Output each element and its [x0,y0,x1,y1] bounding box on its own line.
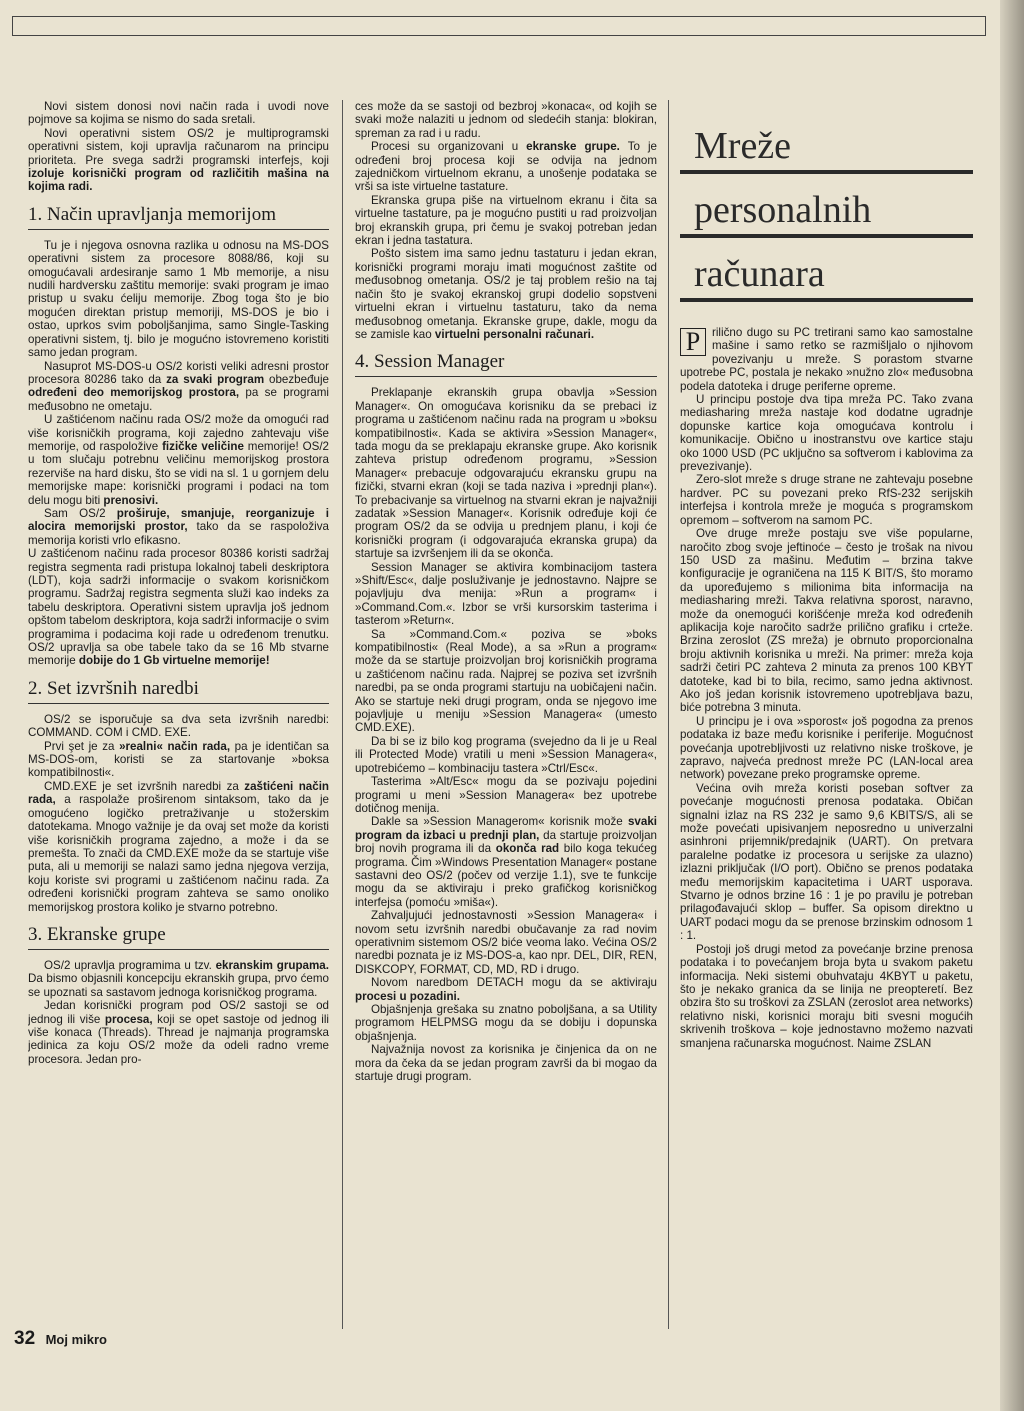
paragraph: Zero-slot mreže s druge strane ne zahtevaju posebne hardver. PC su povezani preko RfS-232 serijskih interfejsa i kontrola mreže je moguća s programskom opremom – softverom na samom PC. [680,473,973,527]
column-2 [355,100,657,1329]
paragraph: Novi sistem donosi novi način rada i uvodi nove pojmove sa kojima se nismo do sada sretali. [28,100,329,127]
page-number: 32 [14,1328,36,1349]
paragraph: Ekranska grupa piše na virtuelnom ekranu i čita sa virtuelne tastature, pa je mogućno pustiti u rad proizvoljan broj ekranskih grupa, pri čemu je svakoj potreban jedan ekran i jedna tastatura. [355,193,657,248]
paragraph: Sa »Command.Com.« poziva se »boks kompatibilnosti« (Real Mode), a sa »Run a program« može da se startuje proizvoljan broj korisničkih programa u zaštićenom načinu rada. Najprej se poziva set izvršnih naredbi, pa se onda programi startuju na uobičajeni način. Ako se startuje neki drugi program, onda se njegovo ime pojavljuje u meniju »Session Managera« (umesto CMD.EXE). [355,627,657,735]
paragraph: Dakle sa »Session Managerom« korisnik može svaki program da izbaci u prednji plan, da startuje proizvoljan broj novih programa ili da okonča rad bilo koga tekućeg programa. Čim »Windows Presentation Manager« postane sastavni deo OS/2 (počev od verzije 1.1), sve te funkcije mogu da se aktiviraju i preko grafičkog korisničkog interfejsa (pomoću »miša«). [355,815,657,909]
drop-cap: P [680,328,706,356]
paragraph: Session Manager se aktivira kombinacijom tastera »Shift/Esc«, dalje posluživanje je jednostavno. Najpre se pojavljuju dva menija: »Run a program« i »Command.Com.«. Izbor se vrši kursorskim tasterima i tasterom »Return«. [355,560,657,628]
section-heading-3: 3. Ekranske grupe [28,924,329,950]
paragraph: Ove druge mreže postaju sve više popularne, naročito zbog svoje jeftinoće – često je trošak na nivou 150 USD za mašinu. Međutim – brzina takve konfiguracije je ograničena na 115 K BIT/S, što moramo da upoređujemo s milionima bita informacija na mediasharing mreži. Takva relativna sporost, naravno, može da onemogući korišćenje mreža kod određenih aplikacija koje naročito sadrže prilično grafiku i crteže. Brzina zeroslot (ZS mreža) je obrnuto proporcionalna broju aktivnih korisnika u mreži. Na primer: mreža koja sadrži četiri PC zahteva 2 minuta za prenos 100 KBYT datoteke, kad bi to bila, recimo, samo jedna aktivnost. Ako još jedan korisnik istovremeno upotrebljava bazu, biće potrebna 3 minuta. [680,527,973,715]
paragraph: Prvi şet je za »realni« način rada, pa je identičan sa MS-DOS-om, koristi se za startovanje »boksa kompatibilnosti«. [28,739,329,780]
paragraph: U zaštićenom načinu rada procesor 80386 koristi sadržaj registra segmenta radi pristupa lokalnoj tabeli deskriptora (LDT), koja sadrži informacije o svakom korisničkom programu. Sadržaj registra segmenta služi kao indeks za tabelu deskriptora. Operativni sistem upravlja još jednom opštom tabelom deskriptora, koja sadrži informacije o svim programima i podacima koji rade u određenom trenutku. OS/2 upravlja sa obe tabele tako da se 16 Mb stvarne memorije dobije do 1 Gb virtuelne memorije! [28,547,329,668]
paragraph: Procesi su organizovani u ekranske grupe. To je određeni broj procesa koji se odvija na jednom zajedničkom virtuelnom ekranu, a unošenje podataka se vrši sa iste virtuelne tastature. [355,140,657,194]
page-edge-shadow [1000,0,1024,1411]
column-divider [668,100,669,1329]
paragraph: Objašnjenja grešaka su znatno poboljšana, a sa Utility programom HELPMSG mogu da se dobiju i dopunska objašnjenja. [355,1003,657,1043]
paragraph: OS/2 upravlja programima u tzv. ekranskim grupama. Da bismo objasnili koncepciju ekranskih grupa, prvo ćemo se upoznati sa sastavom jednoga korisničkog programa. [28,958,329,999]
paragraph: Nasuprot MS-DOS-u OS/2 koristi veliki adresni prostor procesora 80286 tako da za svaki program obezbeđuje određeni deo memorijskog prostora, pa se programi međusobno ne ometaju. [28,359,329,413]
page-footer [14,1328,107,1350]
section-heading-2: 2. Set izvršnih naredbi [28,678,329,704]
article-title [680,100,973,302]
section-heading-4: 4. Session Manager [355,351,657,377]
paragraph: Tasterima »Alt/Esc« mogu da se pozivaju pojedini programi u meni »Session Managera« bez upotrebe dotičnog menija. [355,775,657,815]
paragraph: Novi operativni sistem OS/2 je multiprogramski operativni sistem, koji upravlja računarom na principu prioriteta. Pre svega sadrži programski interfejs, koji izoluje korisnički program od različitih mašina na kojima radi. [28,126,329,194]
paragraph: Zahvaljujući jednostavnosti »Session Managera« i novom setu izvršnih naredbi obučavanje za rad novim operativnim sistemom OS/2 biće veoma lako. Većina OS/2 naredbi poznata je iz MS-DOS-a, kao npr. DEL, DIR, REN, DISKCOPY, FORMAT, CD, MD, RD i drugo. [355,909,657,976]
magazine-name: Moj mikro [45,1332,107,1347]
paragraph: Da bi se iz bilo kog programa (svejedno da li je u Real ili Protected Mode) vratili u meni »Session Managera«, upotrebićemo – kombinaciju tastera »Ctrl/Esc«. [355,734,657,775]
paragraph: Najvažnija novost za korisnika je činjenica da on ne mora da čeka da se jedan program završi da bi mogao da startuje drugi program. [355,1043,657,1084]
paragraph: OS/2 se isporučuje sa dva seta izvršnih naredbi: COMMAND. COM i CMD. EXE. [28,712,329,740]
top-frame [12,16,986,36]
paragraph: U principu je i ova »sporost« još pogodna za prenos podataka iz baze među korisnike i periferije. Mogućnost povećanja upotrebljivosti uz relativno niske troškove, je zapravo, najveća prednost mreže PC (LAN-local area network) povezane preko programske opreme. [680,714,973,782]
title-line: Mreže [680,120,973,174]
paragraph: Pošto sistem ima samo jednu tastaturu i jedan ekran, korisnički programi moraju imati mogućnost zaštite od međusobnog ometanja. OS/2 je taj problem rešio na taj način što je svakoj ekranskoj grupi dodelio sopstveni virtuelni ekran i virtuelnu tastaturu, tako da nema međusobnog ometanja. Ekranske grupe, dakle, mogu da se zamisle kao virtuelni personalni računari. [355,247,657,341]
column-1 [28,100,329,1329]
paragraph: U zaštićenom načinu rada OS/2 može da omogući rad više korisničkih programa, koji zajedno zahtevaju više memorije, od raspoložive fizičke veličine memorije! OS/2 u tom slučaju potrebnu veličinu memorijskog prostora rezerviše na hard disku, što se vidi na sl. 1 u gornjem delu memorijske mape: korisnički programi i podaci na tom delu mogu biti prenosivi. [28,413,329,507]
title-line: računara [680,248,973,302]
paragraph: Jedan korisnički program pod OS/2 sastoji se od jednog ili više procesa, koji se opet sastoje od jednog ili više konaca (Threads). Thread je najmanja programska jedinica za koju OS/2 može da odeli radno vreme procesora. Jedan pro- [28,999,329,1066]
paragraph: ces može da se sastoji od bezbroj »konaca«, od kojih se svaki može nalaziti u jednom od sledećih stanja: blokiran, spreman za rad i u radu. [355,100,657,140]
paragraph: Sam OS/2 proširuje, smanjuje, reorganizuje i alocira memorijski prostor, tako da se raspoloživa memorija koristi vrlo efikasno. [28,506,329,547]
paragraph: U principu postoje dva tipa mreža PC. Tako zvana mediasharing mreža nastaje kod dodatne ugradnje dopunske kartice koja omogućava kontrolu i komunikacije. Obično u inostranstvu ove kartice staju oko 1000 USD (PC uključno sa softverom i kablovima za prevezivanje). [680,393,973,474]
lead-paragraph: P rilično dugo su PC tretirani samo kao samostalne mašine i samo retko se razmišljalo o njihovom povezivanju u mreže. S porastom stvarne upotrebe PC, postala je nekako »nužno zlo« međusobna podela datoteka i druge periferne opreme. [680,326,973,393]
paragraph: Preklapanje ekranskih grupa obavlja »Session Manager«. On omogućava korisniku da se prebaci iz programa u zaštićenom načinu rada na program u »boksu kompatibilnosti«. Kada se aktivira »Session Manager«, tada mogu da se preklapaju ekranske grupe. Ako korisnik zahteva pristup određenom programu, »Session Manager« prebacuje odgovarajuću ekransku grupu na fizički, stvarni ekran (koji se tada naziva i »prednji plan«). To prebacivanje sa virtuelnog na stvarni ekran je najvažniji zadatak »Session Manager«. Korisnik određuje koji će program OS/2 da se odvija u prednjem planu, i koji će korisnički program (i odgovarajuća ekranska grupa) da startuje sa izvršenjem ili da se okonča. [355,386,657,561]
title-line: personalnih [680,184,973,238]
paragraph: Novom naredbom DETACH mogu da se aktiviraju procesi u pozadini. [355,976,657,1003]
column-divider [342,100,343,1329]
section-heading-1: 1. Način upravljanja memorijom [28,204,329,230]
column-3 [680,100,973,1329]
paragraph: Većina ovih mreža koristi poseban softver za povećanje mogućnosti prenosa podataka. Običan signalni izlaz na RS 232 je samo 9,6 KBITS/S, ali se može povećati upisivanjem neposredno u univerzalni asinhroni prijemnik/predajnik (UART). On pretvara paralelne podatke iz procesora u serijske za ulazno) izlazni priključak (I/O port). Obično se prenos podataka među memorijskim kapacitetima i UART usporava. Stvarno je odnos brzine 16 : 1 je po pravilu je potreban prilagođavajući sklop – buffer. Sa opisom direktno u UART podaci mogu da se prenose brzinskim odnosom 1 : 1. [680,781,973,943]
paragraph: Postoji još drugi metod za povećanje brzine prenosa podataka i to povećanjem broja byta u svakom paketu informacija. Neki sistemi obuhvataju 4KBYT u paketu, što je nekako granica da se linija ne preopteretí. Bez obzira što su troškovi za ZSLAN (zeroslot area networks) relativno niski, korisnici moraju biti svesni mogućih skrivenih troškova – koje jednostavno možemo nazvati smanjena računarska mogućnost. Naime ZSLAN [680,942,973,1050]
paragraph: Tu je i njegova osnovna razlika u odnosu na MS-DOS operativni sistem za procesore 8088/86, koji su omogućavali ardesiranje samo 1 Mb memorije, a nisu nudili hardversku zaštitu memorije: svaki program je imao pristup u svaku ćeliju memorije. Zbog toga što je bio mogućen direktan pristup memoriji, MS-DOS je bio i ostao, uprkos svim poboljšanjima, samo Single-Tasking operativni sistem, tj. bilo je mogućno istovremeno koristiti samo jedan program. [28,238,329,360]
paragraph: CMD.EXE je set izvršnih naredbi za zaštićeni način rada, a raspolaže proširenom sintaksom, tako da je omogućeno logičko pretraživanje u stožerskim datotekama. Mnogo važnije je da ovaj set može da koristi više korisničkih programa zajedno, a može i da se premešta. To znači da CMD.EXE može da se startuje više puta, ali u memoriji se nalazi samo jedna njegova verzija, koju koriste svi programi u zaštićenom načinu rada. Za određeni korisnički program zahteva se samo onoliko memorijskog prostora koliko je stvarno potrebno. [28,779,329,914]
